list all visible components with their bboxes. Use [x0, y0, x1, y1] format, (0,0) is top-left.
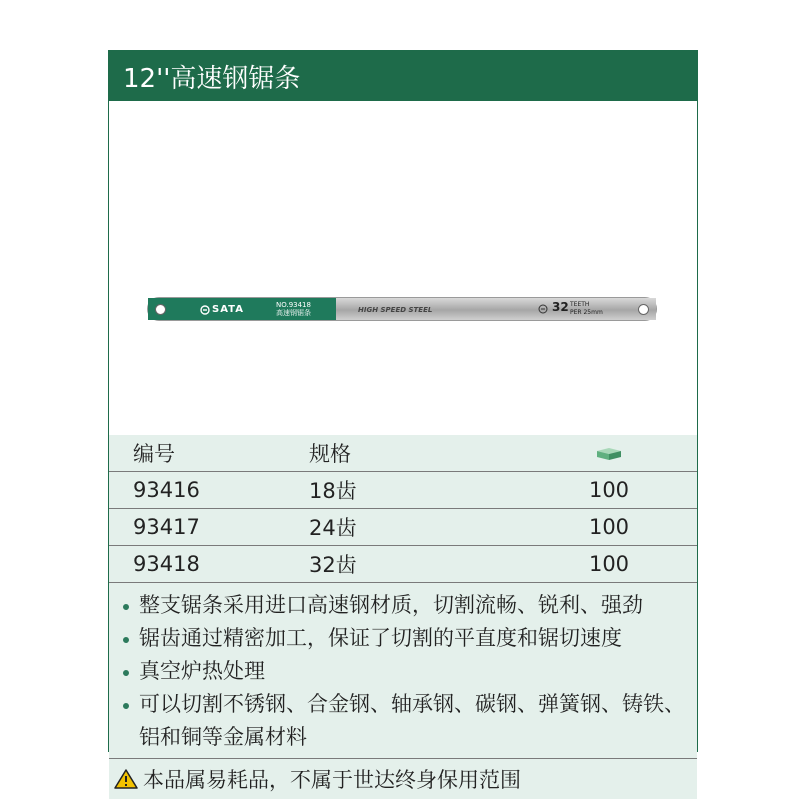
sata-logo-icon — [200, 305, 210, 315]
blade-hole-left — [155, 304, 166, 315]
bullet-icon — [123, 637, 129, 643]
product-card — [108, 50, 698, 792]
row-spec: 24齿 — [309, 516, 357, 540]
row-qty: 100 — [588, 515, 630, 539]
bullet-icon — [123, 604, 129, 610]
row-code: 93416 — [133, 478, 200, 502]
feature-list — [109, 583, 697, 758]
row-spec: 18齿 — [309, 479, 357, 503]
table-row — [109, 472, 697, 509]
row-qty: 100 — [588, 478, 630, 502]
steel-label: HIGH SPEED STEEL — [358, 306, 433, 314]
spec-table — [109, 435, 697, 583]
model-cn: 高速钢锯条 — [276, 309, 311, 317]
warning-triangle-icon — [113, 768, 139, 790]
list-item: 整支锯条采用进口高速钢材质，切割流畅、锐利、强劲 — [109, 589, 697, 622]
teeth-label-2: PER 25mm — [570, 309, 603, 316]
blade-hole-right — [638, 304, 649, 315]
list-item: 真空炉热处理 — [109, 655, 697, 688]
model-number: NO.93418 — [276, 301, 311, 309]
row-code: 93418 — [133, 552, 200, 576]
teeth-count: 32 — [552, 300, 569, 314]
list-item: 可以切割不锈钢、合金钢、轴承钢、碳钢、弹簧钢、铸铁、铝和铜等金属材料 — [109, 688, 697, 754]
table-row — [109, 509, 697, 546]
list-item: 锯齿通过精密加工，保证了切割的平直度和锯切速度 — [109, 622, 697, 655]
warning-banner — [109, 758, 697, 799]
row-qty: 100 — [588, 552, 630, 576]
row-code: 93417 — [133, 515, 200, 539]
brand-text: SATA — [212, 304, 244, 315]
product-image — [109, 101, 697, 435]
bullet-icon — [123, 670, 129, 676]
teeth-label-1: TEETH — [570, 301, 590, 308]
table-row — [109, 546, 697, 583]
header-spec: 规格 — [309, 442, 351, 466]
row-spec: 32齿 — [309, 553, 357, 577]
header-code: 编号 — [133, 442, 175, 466]
sata-logo — [200, 305, 244, 315]
saw-blade-image — [147, 297, 657, 321]
bullet-icon — [123, 703, 129, 709]
page-title: 12''高速钢锯条 — [123, 63, 301, 94]
title-bar — [109, 51, 697, 101]
table-header-row — [109, 435, 697, 472]
package-icon — [579, 435, 639, 471]
warning-text: 本品属易耗品，不属于世达终身保用范围 — [143, 768, 521, 792]
teeth-icon — [538, 304, 548, 316]
